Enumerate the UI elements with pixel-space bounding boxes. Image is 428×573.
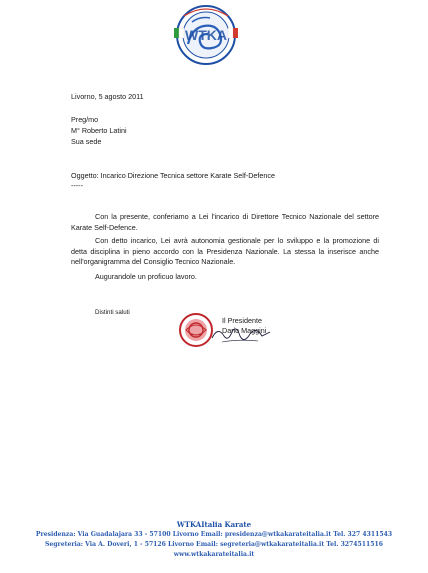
footer-website[interactable]: www.wtkakarateitalia.it (173, 551, 255, 558)
letter-subject: Oggetto: Incarico Direzione Tecnica settore Karate Self-Defence (71, 171, 276, 180)
recipient-name: M° Roberto Latini (71, 126, 127, 135)
place-date: Livorno, 5 agosto 2011 (71, 92, 144, 101)
svg-text:WTKA: WTKA (185, 27, 227, 43)
footer-org: WTKAItalia Karate (176, 520, 252, 529)
closing: Distinti saluti (95, 309, 130, 316)
body-paragraph-3: Augurandole un proficuo lavoro. (95, 272, 197, 281)
body-paragraph-2: Con detto incarico, Lei avrà autonomia gestionale per lo sviluppo e la promozione di detta disciplina in pieno accordo con la Presidenza Nazionale. La stessa la inserisce anche nell'organigramma del Consiglio Tecnico Nazionale. (71, 236, 379, 266)
footer-presidency: Presidenza: Via Guadalajara 33 - 57100 Livorno Email: presidenza@wtkakarateitalia.it Tel. 327 4311543 (35, 531, 393, 538)
wtka-logo (170, 4, 242, 66)
recipient-address: Sua sede (71, 137, 102, 146)
recipient-salutation: Preg/mo (71, 115, 99, 124)
signatory-name: Dario Maggini (222, 326, 267, 335)
body-paragraph-1: Con la presente, conferiamo a Lei l'incarico di Direttore Tecnico Nazionale del settore Karate Self-Defence. (71, 212, 379, 232)
signatory-title: Il Presidente (222, 316, 262, 325)
footer-secretariat: Segreteria: Via A. Doveri, 1 - 57126 Livorno Email: segreteria@wtkakarateitalia.it Tel. 3274511516 (45, 541, 383, 548)
handwritten-signature (208, 322, 274, 346)
subject-rule: ----- (71, 181, 83, 190)
